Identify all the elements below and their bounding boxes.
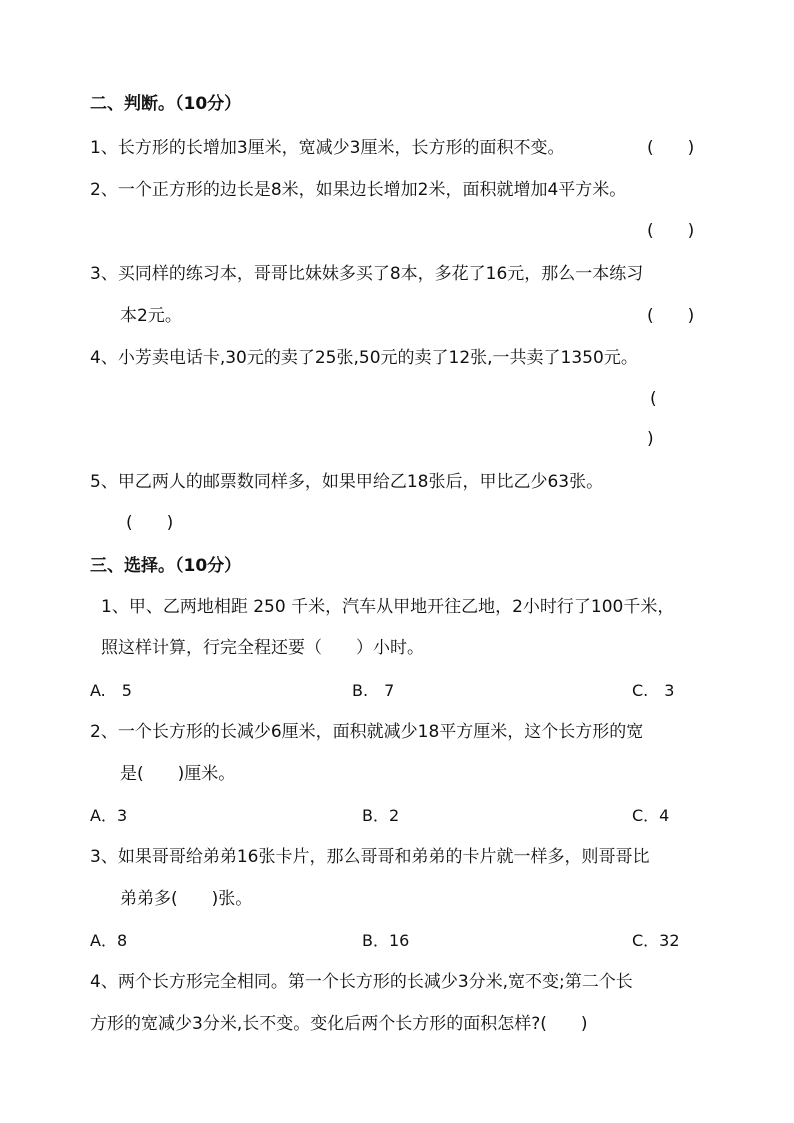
judge-item-1: 1、长方形的长增加3厘米，宽减少3厘米，长方形的面积不变。 bbox=[90, 138, 565, 158]
choice-q3-option-b: B．16 bbox=[362, 931, 410, 950]
choice-q1: 1、甲、乙两地相距 250 千米，汽车从甲地开往乙地，2小时行了100千米， bbox=[101, 597, 675, 617]
judge-item-5: 5、甲乙两人的邮票数同样多，如果甲给乙18张后，甲比乙少63张。 bbox=[90, 472, 604, 492]
judge-item-2: 2、一个正方形的边长是8米，如果边长增加2米，面积就增加4平方米。 bbox=[90, 180, 627, 200]
judge-item-5-blank: ( ) bbox=[126, 513, 174, 533]
judge-item-3: 3、买同样的练习本，哥哥比妹妹多买了8本，多花了16元，那么一本练习 bbox=[90, 264, 644, 284]
choice-q2-option-c: C．4 bbox=[632, 806, 670, 825]
judge-item-2-blank: ( ) bbox=[647, 221, 695, 241]
judge-item-4: 4、小芳卖电话卡,30元的卖了25张,50元的卖了12张,一共卖了1350元。 bbox=[90, 348, 638, 368]
choice-q2-option-a: A．3 bbox=[90, 806, 128, 825]
choice-q3: 3、如果哥哥给弟弟16张卡片，那么哥哥和弟弟的卡片就一样多，则哥哥比 bbox=[90, 847, 650, 867]
choice-q1-option-a: A. 5 bbox=[90, 681, 132, 700]
judge-item-3-blank: ( ) bbox=[647, 306, 695, 326]
judge-item-4-blank-close: ) bbox=[647, 429, 654, 449]
choice-q2-option-b: B．2 bbox=[362, 806, 400, 825]
choice-q3-option-a: A．8 bbox=[90, 931, 128, 950]
choice-q4-cont: 方形的宽减少3分米,长不变。变化后两个长方形的面积怎样?( ) bbox=[90, 1014, 588, 1034]
choice-q1-cont: 照这样计算，行完全程还要（ ）小时。 bbox=[101, 638, 424, 658]
choice-q1-option-b: B. 7 bbox=[352, 681, 395, 700]
judge-item-1-blank: ( ) bbox=[647, 138, 695, 158]
judge-item-3-cont: 本2元。 bbox=[120, 306, 182, 326]
choice-q4: 4、两个长方形完全相同。第一个长方形的长减少3分米,宽不变;第二个长 bbox=[90, 972, 633, 992]
choice-q2-cont: 是( )厘米。 bbox=[120, 764, 236, 784]
section3-title: 三、选择。（10分） bbox=[90, 556, 242, 576]
judge-item-4-blank-open: ( bbox=[650, 389, 657, 409]
section2-title: 二、判断。（10分） bbox=[90, 94, 242, 114]
choice-q2: 2、一个长方形的长减少6厘米，面积就减少18平方厘米，这个长方形的宽 bbox=[90, 722, 644, 742]
choice-q3-cont: 弟弟多( )张。 bbox=[120, 889, 253, 909]
choice-q1-option-c: C. 3 bbox=[632, 681, 675, 700]
choice-q3-option-c: C．32 bbox=[632, 931, 680, 950]
